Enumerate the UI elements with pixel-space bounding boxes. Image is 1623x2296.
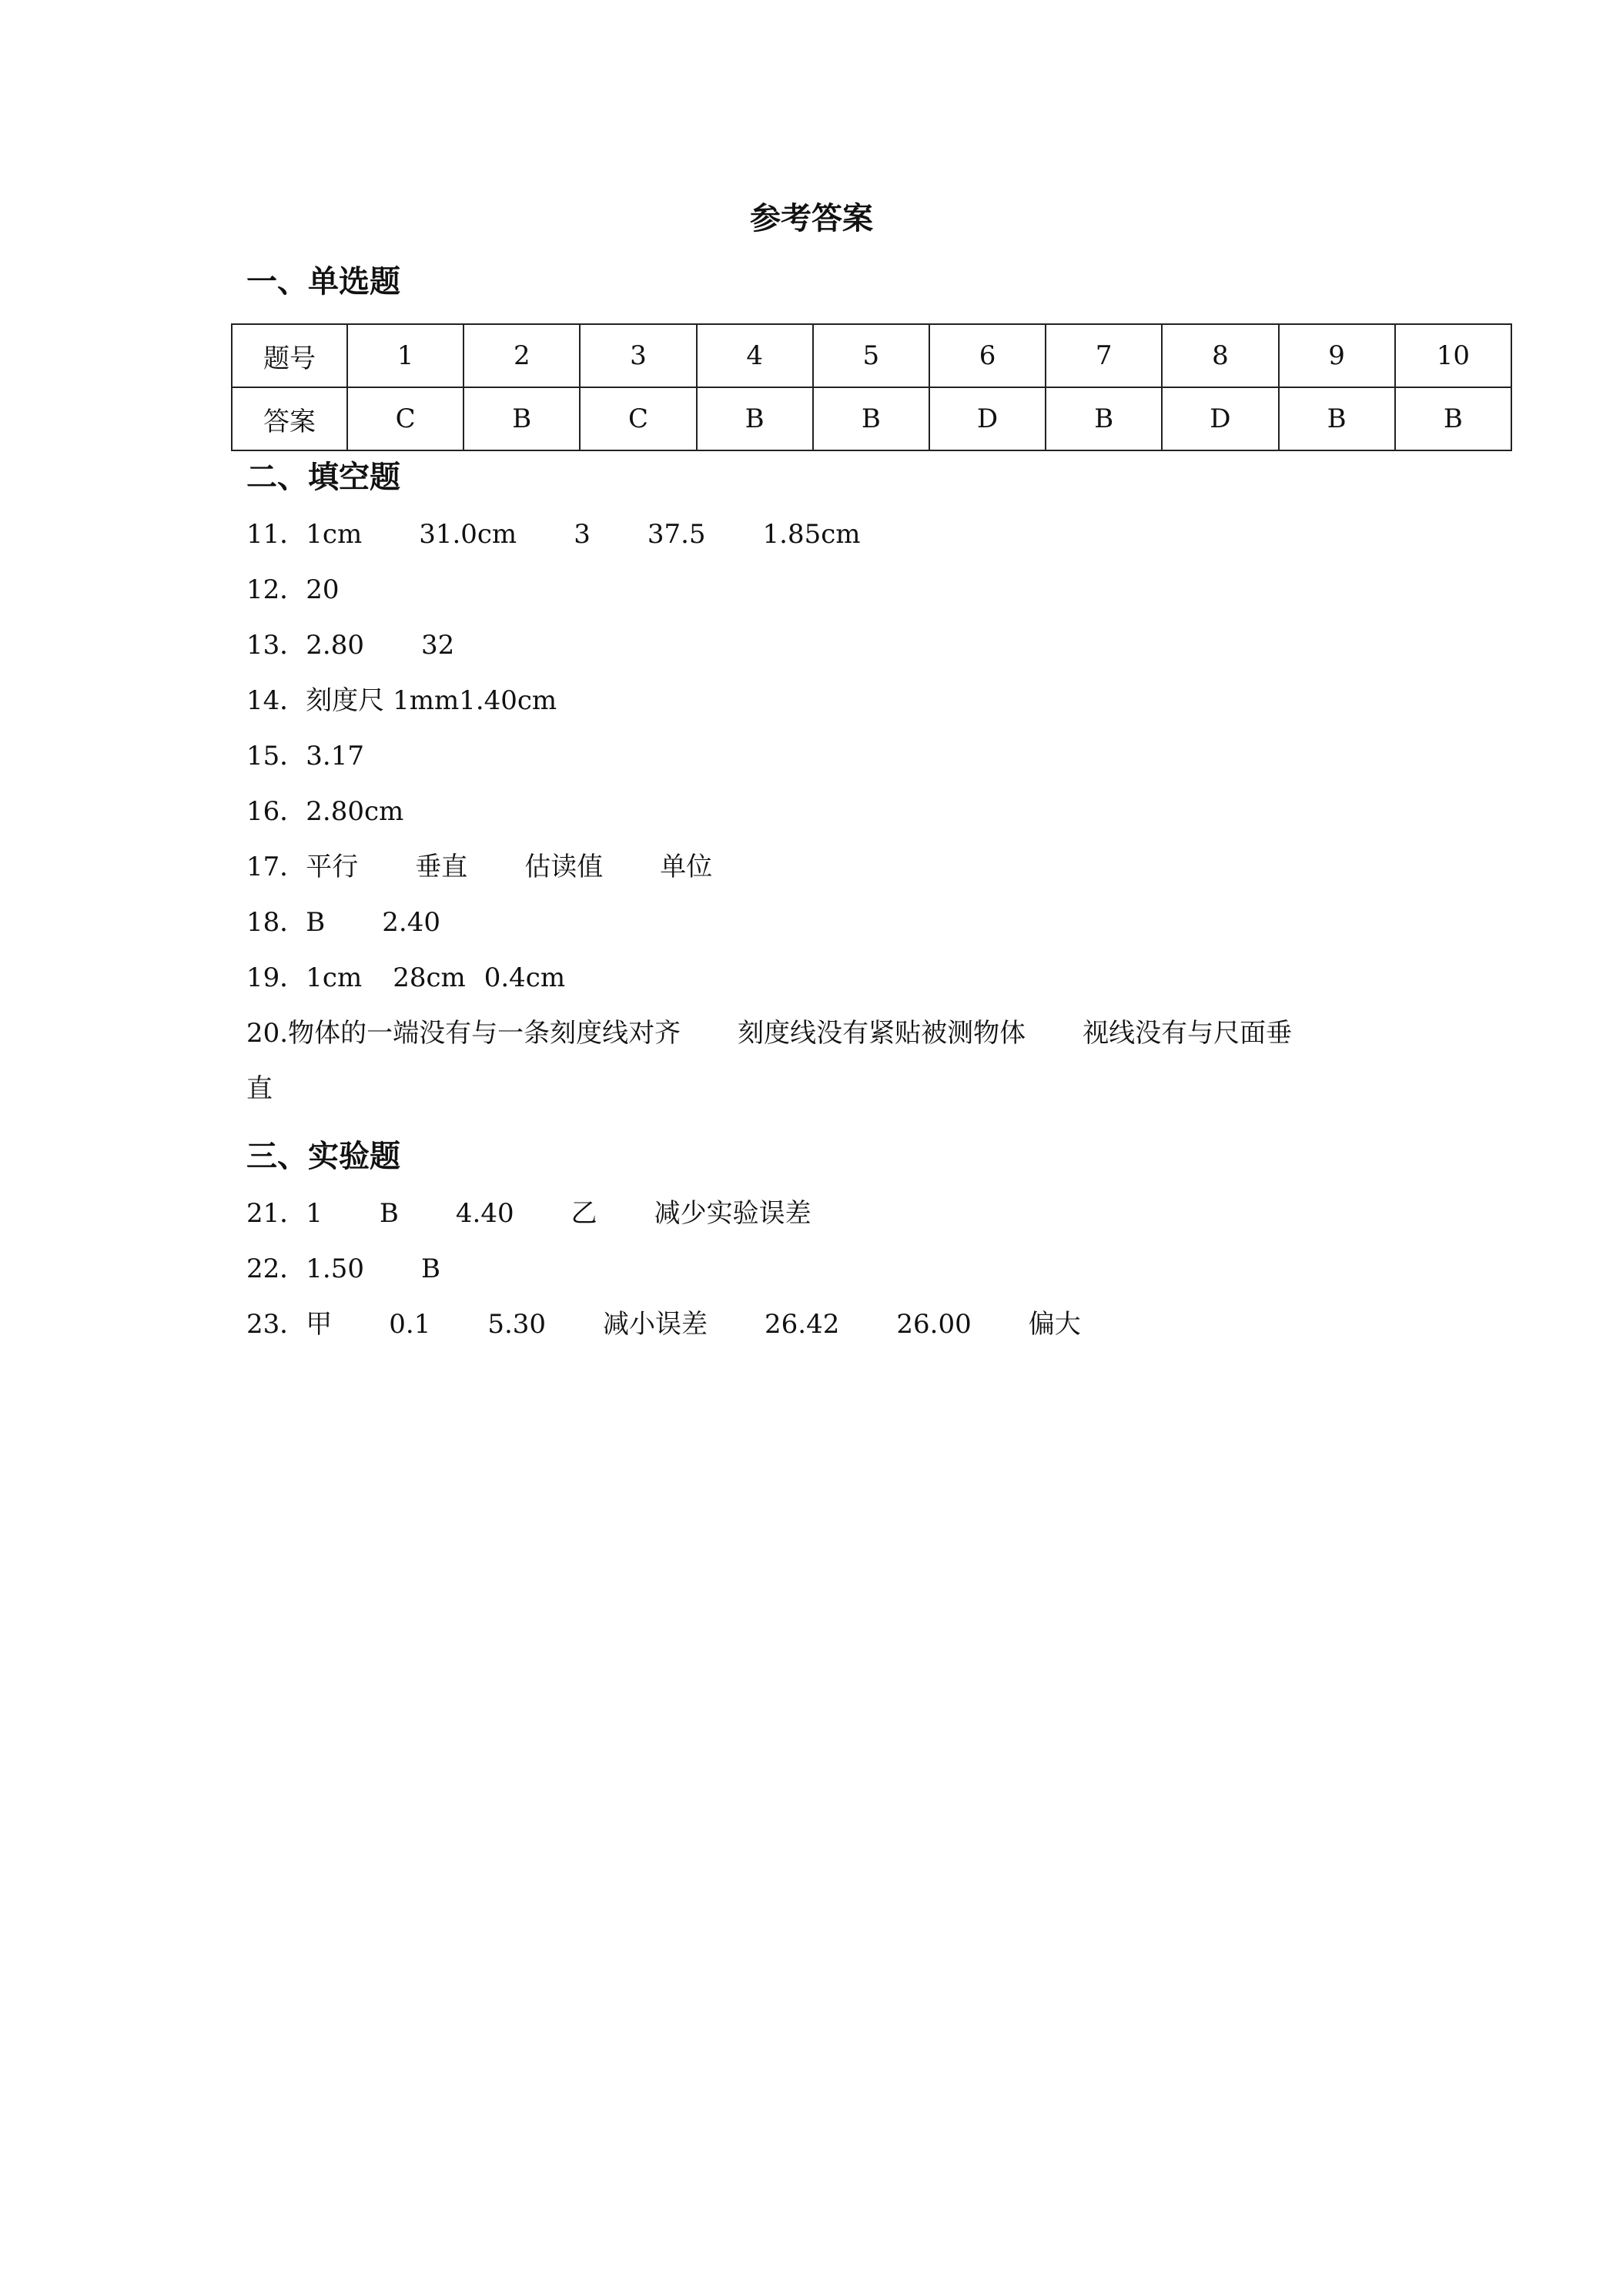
answer-value: 偏大: [1028, 1309, 1081, 1340]
answer-value: 32: [420, 630, 455, 661]
table-row-answers: [232, 387, 1511, 450]
answer-line-22: [246, 1252, 440, 1286]
answer-value: 2.80: [306, 630, 364, 661]
question-number: 22．: [246, 1253, 306, 1284]
answer-line-17: [246, 850, 712, 884]
table-cell: C: [347, 387, 463, 450]
section-heading-single-choice: 一、单选题: [246, 264, 400, 300]
table-cell: 1: [347, 324, 463, 387]
answer-value: 直: [246, 1073, 273, 1104]
answer-value: B: [306, 907, 326, 938]
answer-line-20-wrap: [246, 1072, 273, 1106]
answer-value: 0.4cm: [484, 962, 566, 993]
table-cell: B: [697, 387, 813, 450]
table-cell: B: [1279, 387, 1395, 450]
answer-line-18: [246, 905, 440, 939]
answer-value: 物体的一端没有与一条刻度线对齐: [288, 1018, 681, 1049]
answer-value: 2.80cm: [306, 796, 404, 827]
answer-table: [231, 323, 1512, 451]
table-cell: D: [1162, 387, 1278, 450]
answer-value: 5.30: [487, 1309, 547, 1340]
table-cell: 9: [1279, 324, 1395, 387]
answer-value: 视线没有与尺面垂: [1083, 1018, 1293, 1049]
section-heading-experiment: 三、实验题: [246, 1139, 400, 1174]
answer-line-15: [246, 739, 364, 773]
question-number: 14．: [246, 685, 306, 716]
answer-value: 1.85cm: [762, 519, 861, 550]
question-number: 15．: [246, 741, 306, 771]
answer-value: 甲: [306, 1309, 333, 1340]
answer-value: 0.1: [389, 1309, 431, 1340]
answer-line-16: [246, 795, 403, 828]
table-cell: B: [1046, 387, 1162, 450]
answer-value: 估读值: [524, 852, 604, 882]
table-cell: 6: [929, 324, 1046, 387]
answer-line-23: [246, 1307, 1081, 1341]
question-number: 12．: [246, 574, 306, 605]
table-cell: B: [463, 387, 580, 450]
answer-line-13: [246, 628, 454, 662]
answer-value: 26.42: [765, 1309, 840, 1340]
table-cell: 3: [580, 324, 696, 387]
answer-value: 乙: [571, 1198, 597, 1229]
page-title: 参考答案: [750, 201, 873, 236]
answer-value: 26.00: [896, 1309, 972, 1340]
answer-value: 平行: [306, 852, 359, 882]
answer-value: 28cm: [393, 962, 466, 993]
table-cell: B: [813, 387, 929, 450]
question-number: 13．: [246, 630, 306, 661]
table-cell: B: [1395, 387, 1511, 450]
section-heading-fill-in: 二、填空题: [246, 460, 400, 495]
table-cell: 5: [813, 324, 929, 387]
answer-value: 刻度尺 1mm1.40cm: [306, 685, 557, 716]
question-number: 11．: [246, 519, 306, 550]
answer-line-14: [246, 684, 557, 718]
question-number: 23．: [246, 1309, 306, 1340]
answer-value: 3.17: [306, 741, 364, 771]
answer-value: 37.5: [647, 519, 706, 550]
answer-value: 垂直: [415, 852, 468, 882]
answer-value: B: [379, 1198, 399, 1229]
table-cell: 4: [697, 324, 813, 387]
question-number: 18．: [246, 907, 306, 938]
table-cell: 7: [1046, 324, 1162, 387]
answer-line-11: [246, 517, 861, 551]
answer-value: 1.50: [306, 1253, 364, 1284]
table-cell: 2: [463, 324, 580, 387]
table-row-label: 题号: [232, 324, 347, 387]
answer-value: 2.40: [382, 907, 440, 938]
answer-line-12: [246, 573, 340, 607]
table-row-label: 答案: [232, 387, 347, 450]
answer-line-21: [246, 1197, 812, 1230]
table-cell: 10: [1395, 324, 1511, 387]
answer-value: 1cm: [306, 519, 363, 550]
table-cell: 8: [1162, 324, 1278, 387]
answer-value: 1: [306, 1198, 323, 1229]
answer-value: 减少实验误差: [654, 1198, 812, 1229]
table-cell: D: [929, 387, 1046, 450]
question-number: 17．: [246, 852, 306, 882]
table-cell: C: [580, 387, 696, 450]
answer-value: 3: [574, 519, 591, 550]
answer-line-19: [246, 961, 565, 995]
answer-value: 刻度线没有紧贴被测物体: [738, 1018, 1026, 1049]
answer-value: 减小误差: [603, 1309, 708, 1340]
answer-value: 31.0cm: [419, 519, 517, 550]
answer-value: 4.40: [455, 1198, 514, 1229]
question-number: 19．: [246, 962, 306, 993]
answer-value: B: [420, 1253, 440, 1284]
question-number: 20.: [246, 1018, 289, 1049]
answer-value: 1cm: [306, 962, 363, 993]
answer-line-20: [246, 1016, 1292, 1050]
question-number: 21．: [246, 1198, 306, 1229]
question-number: 16．: [246, 796, 306, 827]
answer-value: 20: [306, 574, 340, 605]
answer-value: 单位: [660, 852, 713, 882]
table-row-numbers: [232, 324, 1511, 387]
